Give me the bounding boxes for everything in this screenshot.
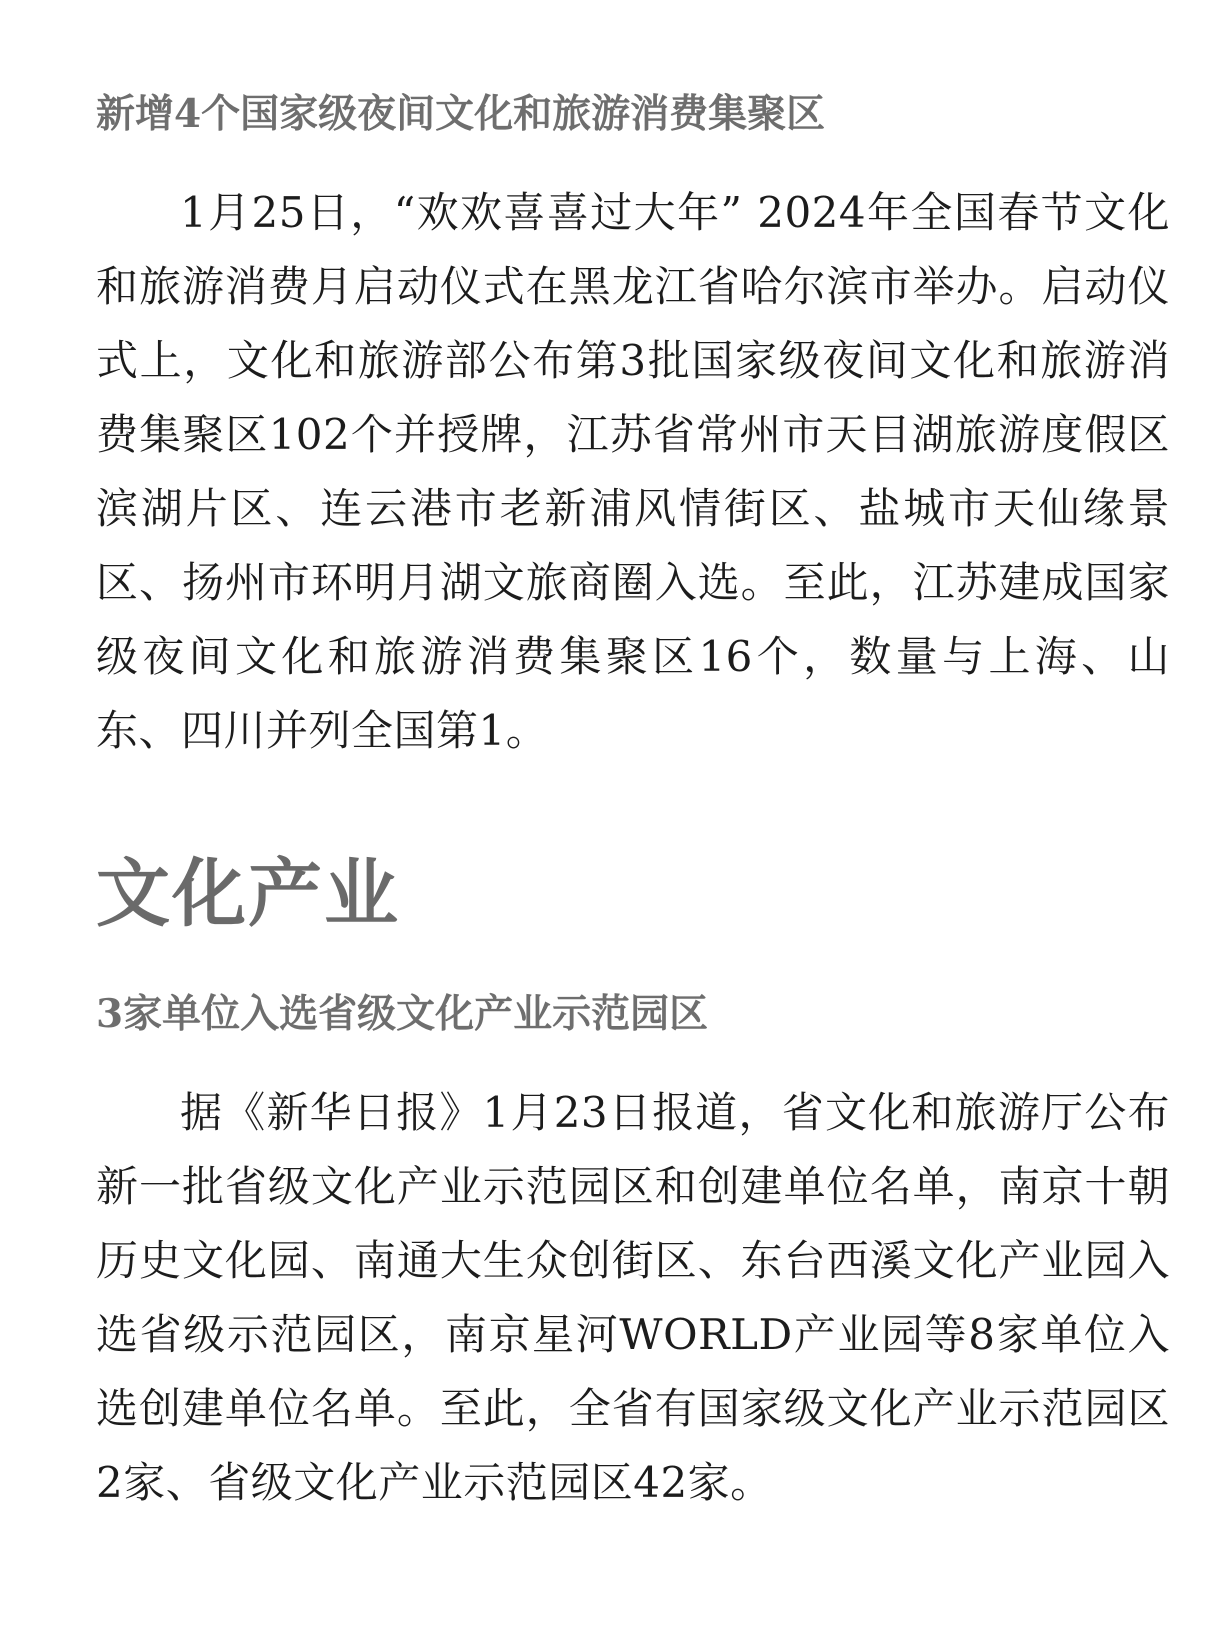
subheading-cultural-industry-parks: 3家单位入选省级文化产业示范园区 xyxy=(96,991,709,1037)
paragraph-cultural-industry-parks: 据《新华日报》1月23日报道，省文化和旅游厅公布新一批省级文化产业示范园区和创建单位名单，南京十朝历史文化园、南通大生众创街区、东台西溪文化产业园入选省级示范园区，南京星河WORLD产业园等8家单位入选创建单位名单。至此，全省有国家级文化产业示范园区2家、省级文化产业示范园区42家。 xyxy=(96,1088,1170,1507)
section-title-cultural-industry: 文化产业 xyxy=(96,851,400,937)
paragraph-night-culture-tourism: 1月25日，“欢欢喜喜过大年” 2024年全国春节文化和旅游消费月启动仪式在黑龙江省哈尔滨市举办。启动仪式上，文化和旅游部公布第3批国家级夜间文化和旅游消费集聚区102个并授牌，江苏省常州市天目湖旅游度假区滨湖片区、连云港市老新浦风情街区、盐城市天仙缘景区、扬州市环明月湖文旅商圈入选。至此，江苏建成国家级夜间文化和旅游消费集聚区16个，数量与上海、山东、四川并列全国第1。 xyxy=(96,188,1170,755)
document-page xyxy=(96,78,1170,1520)
subheading-night-culture-tourism: 新增4个国家级夜间文化和旅游消费集聚区 xyxy=(96,91,826,137)
